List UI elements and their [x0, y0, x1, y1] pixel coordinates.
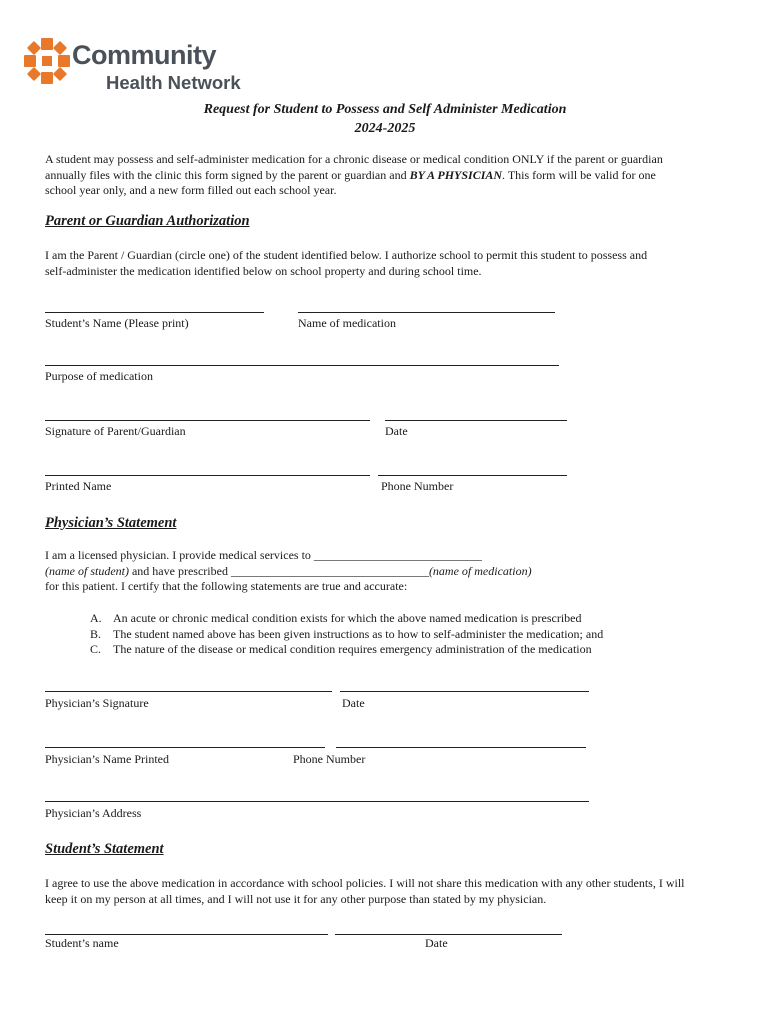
intro-line-3: school year only, and a new form filled out each school year. — [45, 183, 337, 197]
physician-medication-placeholder: _________________________________(name of medication) — [230, 563, 532, 578]
logo-text-community: Community — [72, 40, 216, 70]
intro-line-2 — [45, 168, 745, 184]
student-name-field[interactable] — [45, 312, 264, 313]
physician-certification-list — [90, 611, 750, 658]
student-name-signature-field[interactable] — [45, 934, 328, 935]
parent-section-heading: Parent or Guardian Authorization — [45, 213, 250, 229]
parent-signature-label: Signature of Parent/Guardian — [45, 424, 186, 438]
medication-name-label: Name of medication — [298, 316, 396, 330]
list-item-text: The nature of the disease or medical condition requires emergency administration of the medication — [113, 642, 592, 656]
intro-line-2-end: . This form will be valid for one — [502, 167, 656, 182]
physician-date-field[interactable] — [340, 691, 589, 692]
logo-text-health-network: Health Network — [106, 72, 241, 93]
list-marker: B. — [90, 626, 102, 641]
physician-section-heading: Physician’s Statement — [45, 515, 177, 531]
physician-line-1: I am a licensed physician. I provide medical services to ____________________________ — [45, 548, 482, 562]
physician-signature-field[interactable] — [45, 691, 332, 692]
parent-date-field[interactable] — [385, 420, 567, 421]
list-item — [90, 627, 750, 643]
physician-statement-text — [45, 548, 745, 595]
physician-name-field[interactable] — [45, 747, 325, 748]
physician-signature-label: Physician’s Signature — [45, 696, 149, 710]
parent-phone-field[interactable] — [378, 475, 567, 476]
form-year: 2024-2025 — [354, 121, 416, 136]
parent-phone-label: Phone Number — [381, 479, 454, 493]
list-marker: A. — [90, 611, 102, 625]
student-text-line-2: keep it on my person at all times, and I will not use it for any other purpose than stated by my physician. — [45, 891, 547, 906]
list-item — [90, 642, 750, 658]
intro-line-2-text: annually files with the clinic this form signed by the parent or guardian and — [45, 167, 410, 182]
student-name-label: Student’s Name (Please print) — [45, 316, 189, 330]
student-date-field[interactable] — [335, 934, 562, 935]
student-statement-text — [45, 876, 755, 907]
student-date-label: Date — [425, 936, 448, 950]
list-item-text: An acute or chronic medical condition exists for which the above named medication is prescribed — [113, 611, 582, 625]
logo — [24, 36, 254, 96]
student-name-signature-label: Student’s name — [45, 936, 119, 950]
intro-line-1: A student may possess and self-administer medication for a chronic disease or medical condition ONLY if the parent or guardian — [45, 152, 663, 166]
physician-student-placeholder: (name of student) — [45, 563, 129, 578]
physician-line-3: for this patient. I certify that the following statements are true and accurate: — [45, 579, 408, 593]
printed-name-field[interactable] — [45, 475, 370, 476]
parent-authorization-text — [45, 248, 745, 279]
purpose-label: Purpose of medication — [45, 369, 153, 383]
community-health-network-logo-icon — [24, 38, 70, 84]
purpose-field[interactable] — [45, 365, 559, 366]
physician-line-2-text: and have prescribed — [128, 563, 231, 578]
parent-text-line-2: self-administer the medication identified below on school property and during school time. — [45, 263, 482, 278]
physician-phone-label: Phone Number — [293, 752, 366, 766]
list-marker: C. — [90, 642, 102, 656]
list-item — [90, 611, 750, 627]
intro-physician-emphasis: BY A PHYSICIAN — [409, 167, 503, 182]
parent-signature-field[interactable] — [45, 420, 370, 421]
physician-phone-field[interactable] — [336, 747, 586, 748]
medication-name-field[interactable] — [298, 312, 555, 313]
student-section-heading: Student’s Statement — [45, 841, 164, 857]
list-item-text: The student named above has been given instructions as to how to self-administer the medication; and — [113, 626, 604, 641]
printed-name-label: Printed Name — [45, 479, 112, 493]
student-text-line-1: I agree to use the above medication in accordance with school policies. I will not share this medication with any other students, I will — [45, 876, 685, 890]
physician-name-label: Physician’s Name Printed — [45, 752, 169, 766]
physician-address-field[interactable] — [45, 801, 589, 802]
physician-line-2 — [45, 564, 745, 580]
intro-paragraph — [45, 152, 745, 199]
parent-date-label: Date — [385, 424, 408, 438]
form-title: Request for Student to Possess and Self Administer Medication — [203, 102, 567, 117]
parent-text-line-1: I am the Parent / Guardian (circle one) of the student identified below. I authorize school to permit this student to possess and — [45, 248, 648, 262]
physician-address-label: Physician’s Address — [45, 806, 142, 820]
physician-date-label: Date — [342, 696, 365, 710]
